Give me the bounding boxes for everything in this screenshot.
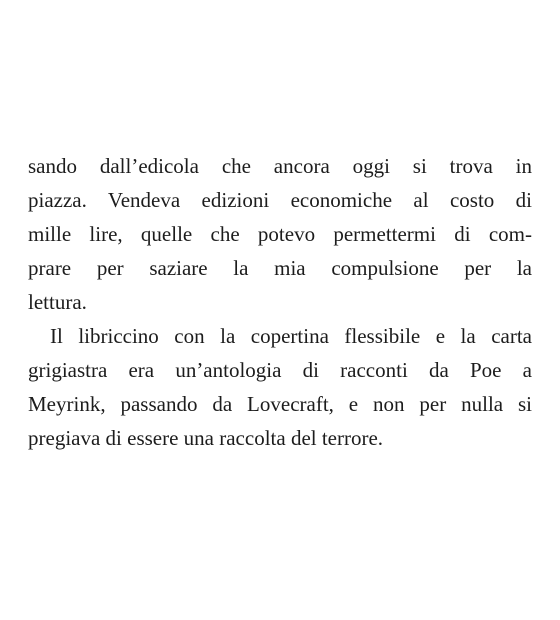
book-page-text — [28, 149, 532, 455]
text-line: Il libriccino con la copertina flessibile e la carta — [50, 324, 532, 348]
text-line: Meyrink, passando da Lovecraft, e non per nulla si — [28, 392, 532, 416]
text-line: mille lire, quelle che potevo permettermi di com- — [28, 222, 532, 246]
text-line: lettura. — [28, 290, 87, 314]
text-line: sando dall’edicola che ancora oggi si trova in — [28, 154, 532, 178]
text-line: prare per saziare la mia compulsione per la — [28, 256, 532, 280]
text-line: piazza. Vendeva edizioni economiche al costo di — [28, 188, 532, 212]
paragraph-2 — [28, 319, 532, 455]
text-line: pregiava di essere una raccolta del terrore. — [28, 426, 384, 450]
paragraph-1 — [28, 149, 532, 319]
text-line: grigiastra era un’antologia di racconti da Poe a — [28, 358, 532, 382]
